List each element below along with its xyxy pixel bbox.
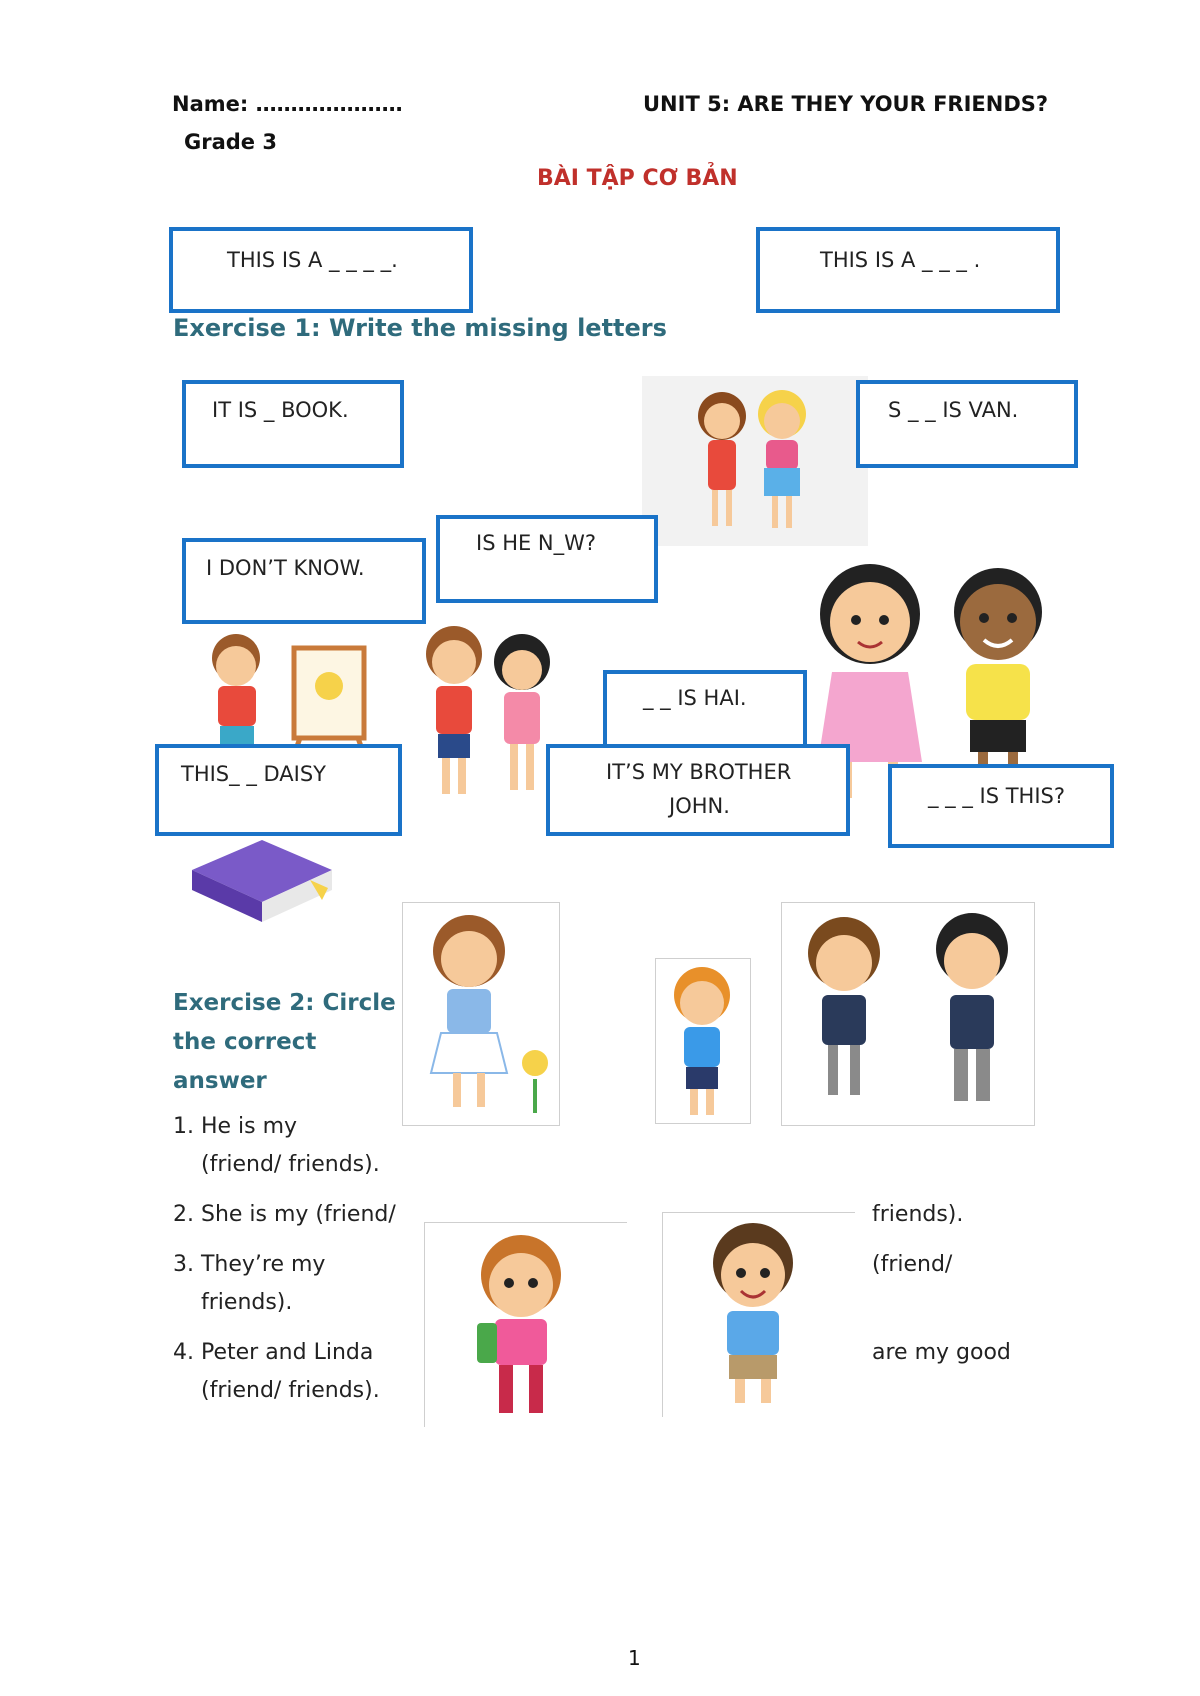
box-is-this — [888, 764, 1114, 848]
two-girls-illustration — [642, 376, 868, 546]
girl-boy-uniform-illustration — [782, 903, 1034, 1125]
page-title: BÀI TẬP CƠ BẢN — [537, 166, 738, 191]
question-1 — [173, 1108, 380, 1184]
unit-title: UNIT 5: ARE THEY YOUR FRIENDS? — [643, 92, 1049, 116]
exercise1-title: Exercise 1: Write the missing letters — [173, 314, 667, 342]
question-text: 2. She is my (friend/ — [173, 1202, 396, 1227]
question-text: friends). — [201, 1290, 293, 1315]
box-text: THIS IS A _ _ _ . — [820, 248, 981, 272]
box-this-is-a-2 — [756, 227, 1060, 313]
girl-boy-uniform-picture — [781, 902, 1035, 1126]
exercise2-title — [173, 984, 396, 1101]
page-number: 1 — [628, 1646, 641, 1670]
box-this-is-a-1 — [169, 227, 473, 313]
box-it-is-book — [182, 380, 404, 468]
question-3-continuation: (friend/ — [872, 1252, 953, 1277]
book-picture — [182, 830, 342, 930]
box-text: S _ _ IS VAN. — [888, 398, 1019, 422]
girl-flower-picture — [402, 902, 560, 1126]
box-text: JOHN. — [669, 794, 730, 818]
question-4 — [173, 1334, 380, 1410]
box-is-he-new — [436, 515, 658, 603]
box-text: _ _ IS HAI. — [643, 686, 747, 710]
grade-label: Grade 3 — [184, 130, 277, 154]
name-label: Name: ………………… — [172, 92, 403, 116]
question-text: (friend/ friends). — [201, 1378, 380, 1403]
exercise2-title-line: Exercise 2: Circle — [173, 990, 396, 1016]
box-text: IT IS _ BOOK. — [212, 398, 349, 422]
boy-smiling-picture — [662, 1212, 855, 1417]
box-text: _ _ _ IS THIS? — [928, 784, 1066, 808]
box-text: THIS IS A _ _ _ _. — [227, 248, 398, 272]
box-this-daisy — [155, 744, 402, 836]
question-3 — [173, 1246, 325, 1322]
box-text: THIS_ _ DAISY — [181, 762, 327, 786]
boy-blue-shirt-illustration — [656, 959, 750, 1123]
girl-flower-illustration — [403, 903, 559, 1125]
exercise2-title-line: the correct — [173, 1029, 317, 1055]
question-2 — [173, 1196, 396, 1234]
question-text: (friend/ friends). — [201, 1152, 380, 1177]
box-s-is-van — [856, 380, 1078, 468]
box-text: IT’S MY BROTHER — [606, 760, 792, 784]
girl-backpack-illustration — [425, 1223, 627, 1427]
question-2-continuation: friends). — [872, 1202, 964, 1227]
boy-blue-shirt-picture — [655, 958, 751, 1124]
box-brother-john — [546, 744, 850, 836]
boy-girl-picture — [412, 620, 558, 804]
box-i-dont-know — [182, 538, 426, 624]
boy-girl-illustration — [412, 620, 558, 804]
box-is-hai — [603, 670, 807, 754]
book-illustration — [182, 830, 342, 930]
girl-backpack-picture — [424, 1222, 627, 1427]
question-text: 1. He is my — [173, 1114, 298, 1139]
two-girls-picture — [642, 376, 868, 546]
boy-smiling-illustration — [663, 1213, 855, 1417]
question-text: 3. They’re my — [173, 1252, 326, 1277]
box-text: I DON’T KNOW. — [206, 556, 365, 580]
question-4-continuation: are my good — [872, 1340, 1011, 1365]
box-text: IS HE N_W? — [476, 531, 597, 555]
question-text: 4. Peter and Linda — [173, 1340, 374, 1365]
exercise2-title-line: answer — [173, 1068, 267, 1094]
